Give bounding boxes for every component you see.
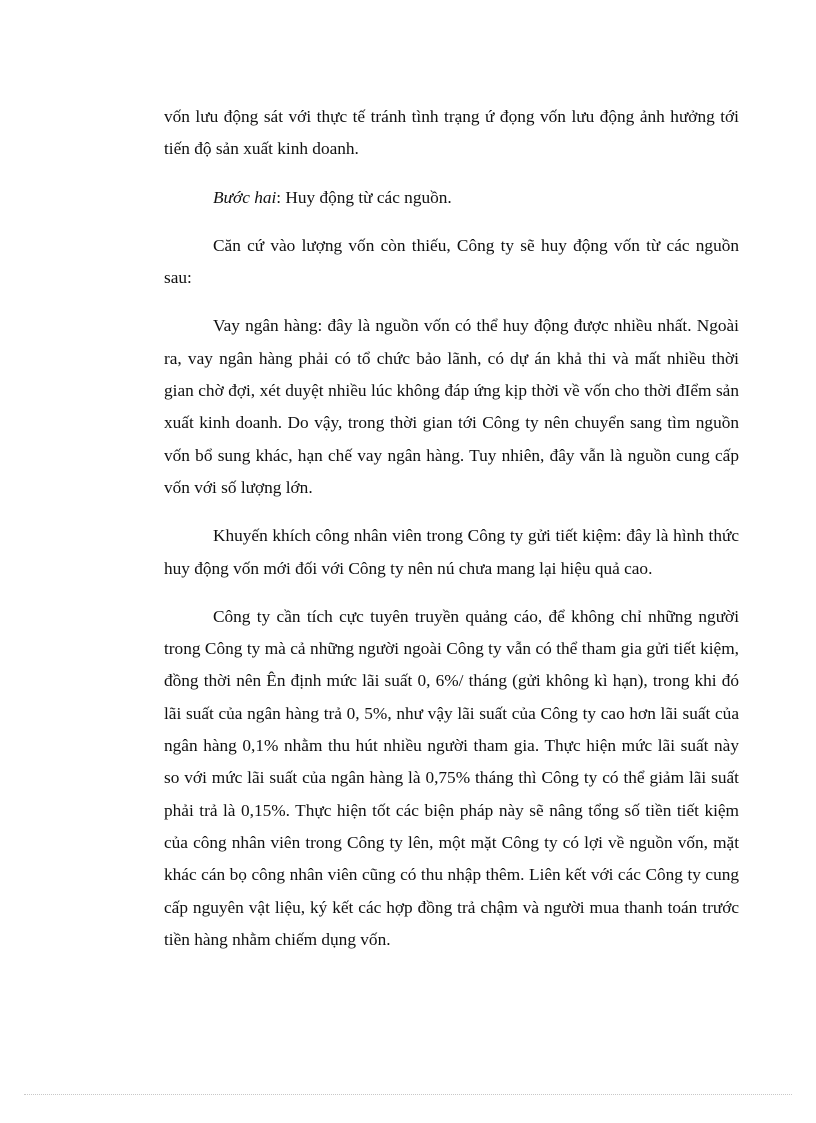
- paragraph-employee-savings: Khuyến khích công nhân viên trong Công ty gửi tiết kiệm: đây là hình thức huy động vốn mới đối với Công ty nên nú chưa mang lại hiệu quả cao.: [164, 526, 739, 578]
- paragraph-continuation: vốn lưu động sát với thực tế tránh tình trạng ứ đọng vốn lưu động ảnh hưởng tới tiến độ sản xuất kinh doanh.: [164, 107, 739, 159]
- step-two-label: Bước hai: [213, 187, 277, 207]
- paragraph-funding-sources: Căn cứ vào lượng vốn còn thiếu, Công ty sẽ huy động vốn từ các nguồn sau:: [164, 235, 739, 288]
- page-bottom-divider: [24, 1094, 792, 1095]
- step-two-text: : Huy động từ các nguồn.: [276, 187, 452, 207]
- paragraph-bank-loans: Vay ngân hàng: đây là nguồn vốn có thể huy động được nhiều nhất. Ngoài ra, vay ngân hàng phải có tổ chức bảo lãnh, có dự án khả thi và mất nhiều thời gian chờ đợi, xét duyệt nhiều lúc không đáp ứng kịp thời về vốn cho thời đIểm sản xuất kinh doanh. Do vậy, trong thời gian tới Công ty nên chuyển sang tìm nguồn vốn bổ sung khác, hạn chế vay ngân hàng. Tuy nhiên, đây vẫn là nguồn cung cấp vốn với số lượng lớn.: [164, 316, 739, 497]
- paragraph-promotion: Công ty cần tích cực tuyên truyền quảng cáo, để không chỉ những người trong Công ty mà cả những người ngoài Công ty vẫn có thể tham gia gửi tiết kiệm, đồng thời nên Ên định mức lãi suất 0, 6%/ tháng (gửi không kì hạn), trong khi đó lãi suất của ngân hàng trả 0, 5%, như vậy lãi suất của Công ty cao hơn lãi suất của ngân hàng 0,1% nhằm thu hút nhiều người tham gia. Thực hiện mức lãi suất này so với mức lãi suất của ngân hàng là 0,75% tháng thì Công ty có thể giảm lãi suất phải trả là 0,15%. Thực hiện tốt các biện pháp này sẽ nâng tổng số tiền tiết kiệm của công nhân viên trong Công ty lên, một mặt Công ty có lợi về nguồn vốn, mặt khác cán bọ công nhân viên cũng có thu nhập thêm. Liên kết với các Công ty cung cấp nguyên vật liệu, ký kết các hợp đồng trả chậm và người mua thanh toán trước tiền hàng nhằm chiếm dụng vốn.: [164, 606, 739, 949]
- document-body: [164, 101, 739, 972]
- paragraph-step-two: [164, 182, 739, 214]
